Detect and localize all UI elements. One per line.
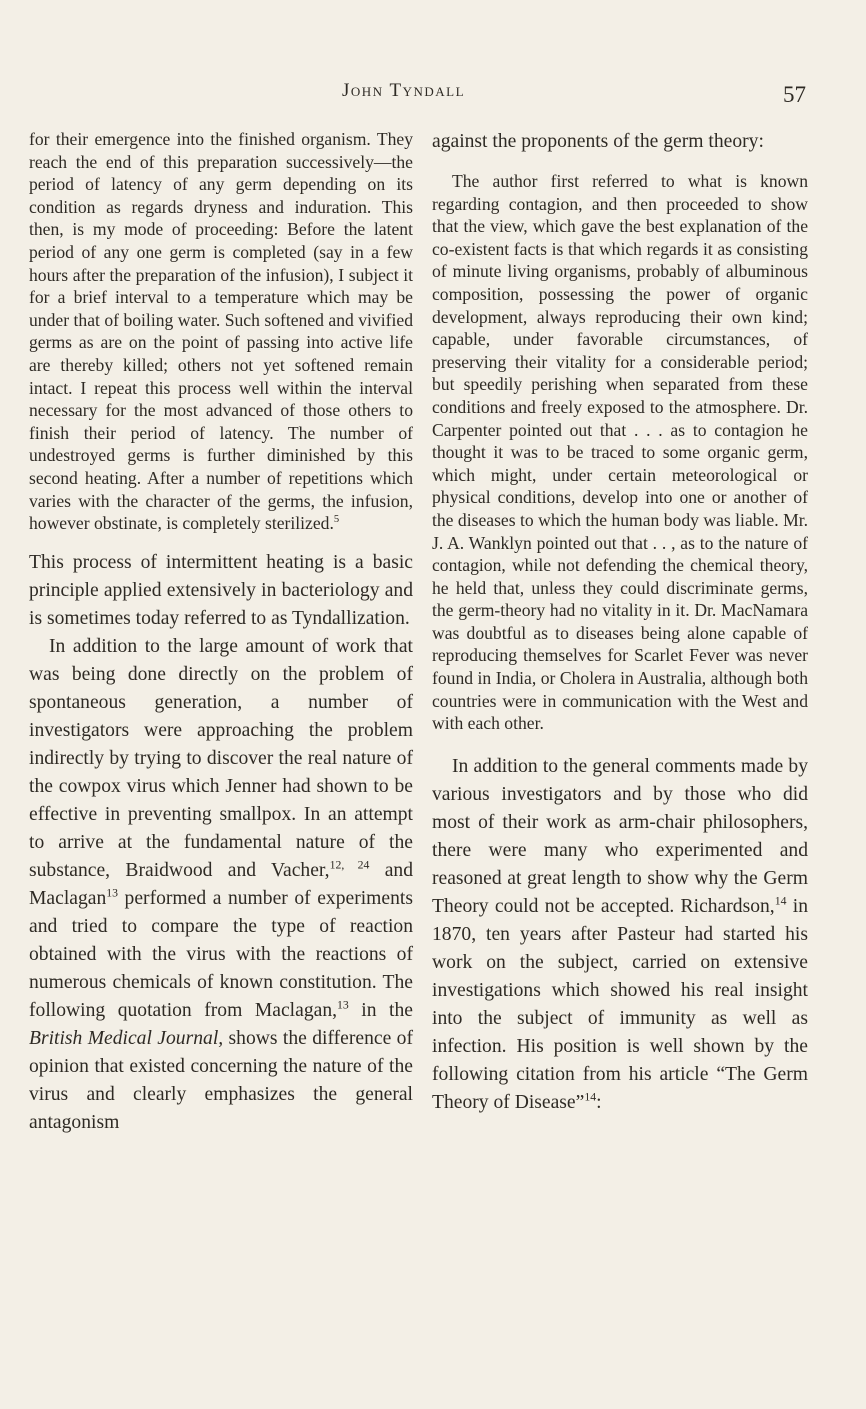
paragraph-text: In addition to the general comments made by various investigators and by those who did most of their work as arm-chair philosophers, there were many who experimented and reasoned at great length to show why the Germ Theory could not be accepted. Richardson, <box>432 755 808 917</box>
block-quote-tyndall <box>29 128 413 535</box>
footnote-ref: 5 <box>333 514 340 526</box>
paragraph-text: and Maclagan <box>29 859 414 909</box>
paragraph-text: performed a number of experiments and tried to compare the type of reaction obtained with the virus with the reactions of numerous chemicals of known constitution. The following quotation from Maclagan, <box>29 887 413 1021</box>
paragraph-richardson <box>432 753 808 1117</box>
paragraph-tyndallization: This process of intermittent heating is a basic principle applied extensively in bacteriology and is sometimes today referred to as Tyndallization. <box>29 551 413 629</box>
footnote-ref: 12, 24 <box>329 858 370 872</box>
paragraph-text: shows the difference of opinion that existed concerning the nature of the virus and clearly emphasizes the general antagonism <box>29 1027 413 1133</box>
block-quote-contagion: The author first referred to what is known regarding contagion, and then proceeded to show that the view, which gave the best explanation of the co-existent facts is that which regards it as consisting of minute living organisms, probably of albuminous composition, possessing the power of organic development, always reproducing their own kind; capable, under favorable circumstances, of preserving their vitality for a considerable period; but speedily perishing when separated from these conditions and freely exposed to the atmosphere. Dr. Carpenter pointed out that . . . as to contagion he thought it was to be traced to some organic germ, which might, under certain meteorological or physical conditions, develop into one or another of the diseases to which the human body was liable. Mr. J. A. Wanklyn pointed out that . . , as to the nature of contagion, while not defending the chemical theory, he held that, unless they could discriminate germs, the germ-theory had no vitality in it. Dr. MacNamara was doubtful as to diseases being alone capable of reproducing themselves for Scarlet Fever was never found in India, or Cholera in Australia, although both countries were in communication with the West and with each other. <box>432 171 808 734</box>
paragraph-text: in the <box>348 999 413 1021</box>
footnote-ref: 13 <box>106 886 118 900</box>
journal-title: British Medical Journal, <box>29 1027 224 1049</box>
quote-text: for their emergence into the finished organism. They reach the end of this preparation successively—the period of latency of any germ depending on its condition as regards dryness and induration. This then, is my mode of proceeding: Before the latent period of any one germ is completed (say in a few hours after the preparation of the infusion), I subject it for a brief interval to a temperature which may be under that of boiling water. Such softened and vivified germs as are on the point of passing into active life are thereby killed; others not yet softened remain intact. I repeat this process well within the interval necessary for the most advanced of those others to finish their period of latency. The number of undestroyed germs is further diminished by this second heating. After a number of repetitions which varies with the character of the germs, the infusion, however obstinate, is completely sterilized. <box>29 129 413 534</box>
page-header <box>30 80 806 120</box>
footnote-ref: 13 <box>337 998 349 1012</box>
paragraph-cowpox <box>29 633 413 1137</box>
footnote-ref: 14 <box>584 1090 597 1104</box>
left-column <box>29 128 413 1137</box>
running-head: John Tyndall <box>342 80 466 101</box>
paragraph-against: against the proponents of the germ theory: <box>432 131 764 152</box>
paragraph-text: In addition to the large amount of work that was being done directly on the problem of spontaneous generation, a number of investigators were approaching the problem indirectly by trying to discover the real nature of the cowpox virus which Jenner had shown to be effective in preventing smallpox. In an attempt to arrive at the fundamental nature of the substance, Braidwood and Vacher, <box>29 635 413 881</box>
footnote-ref: 14 <box>774 894 787 908</box>
paragraph-text: : <box>596 1091 602 1113</box>
paragraph-text: in 1870, ten years after Pasteur had started his work on the subject, carried on extensive investigations which showed his real insight into the subject of immunity as well as infection. His position is well shown by the following citation from his article “The Germ Theory of Disease” <box>432 895 808 1113</box>
page-number: 57 <box>783 82 806 107</box>
right-column <box>432 128 808 1117</box>
